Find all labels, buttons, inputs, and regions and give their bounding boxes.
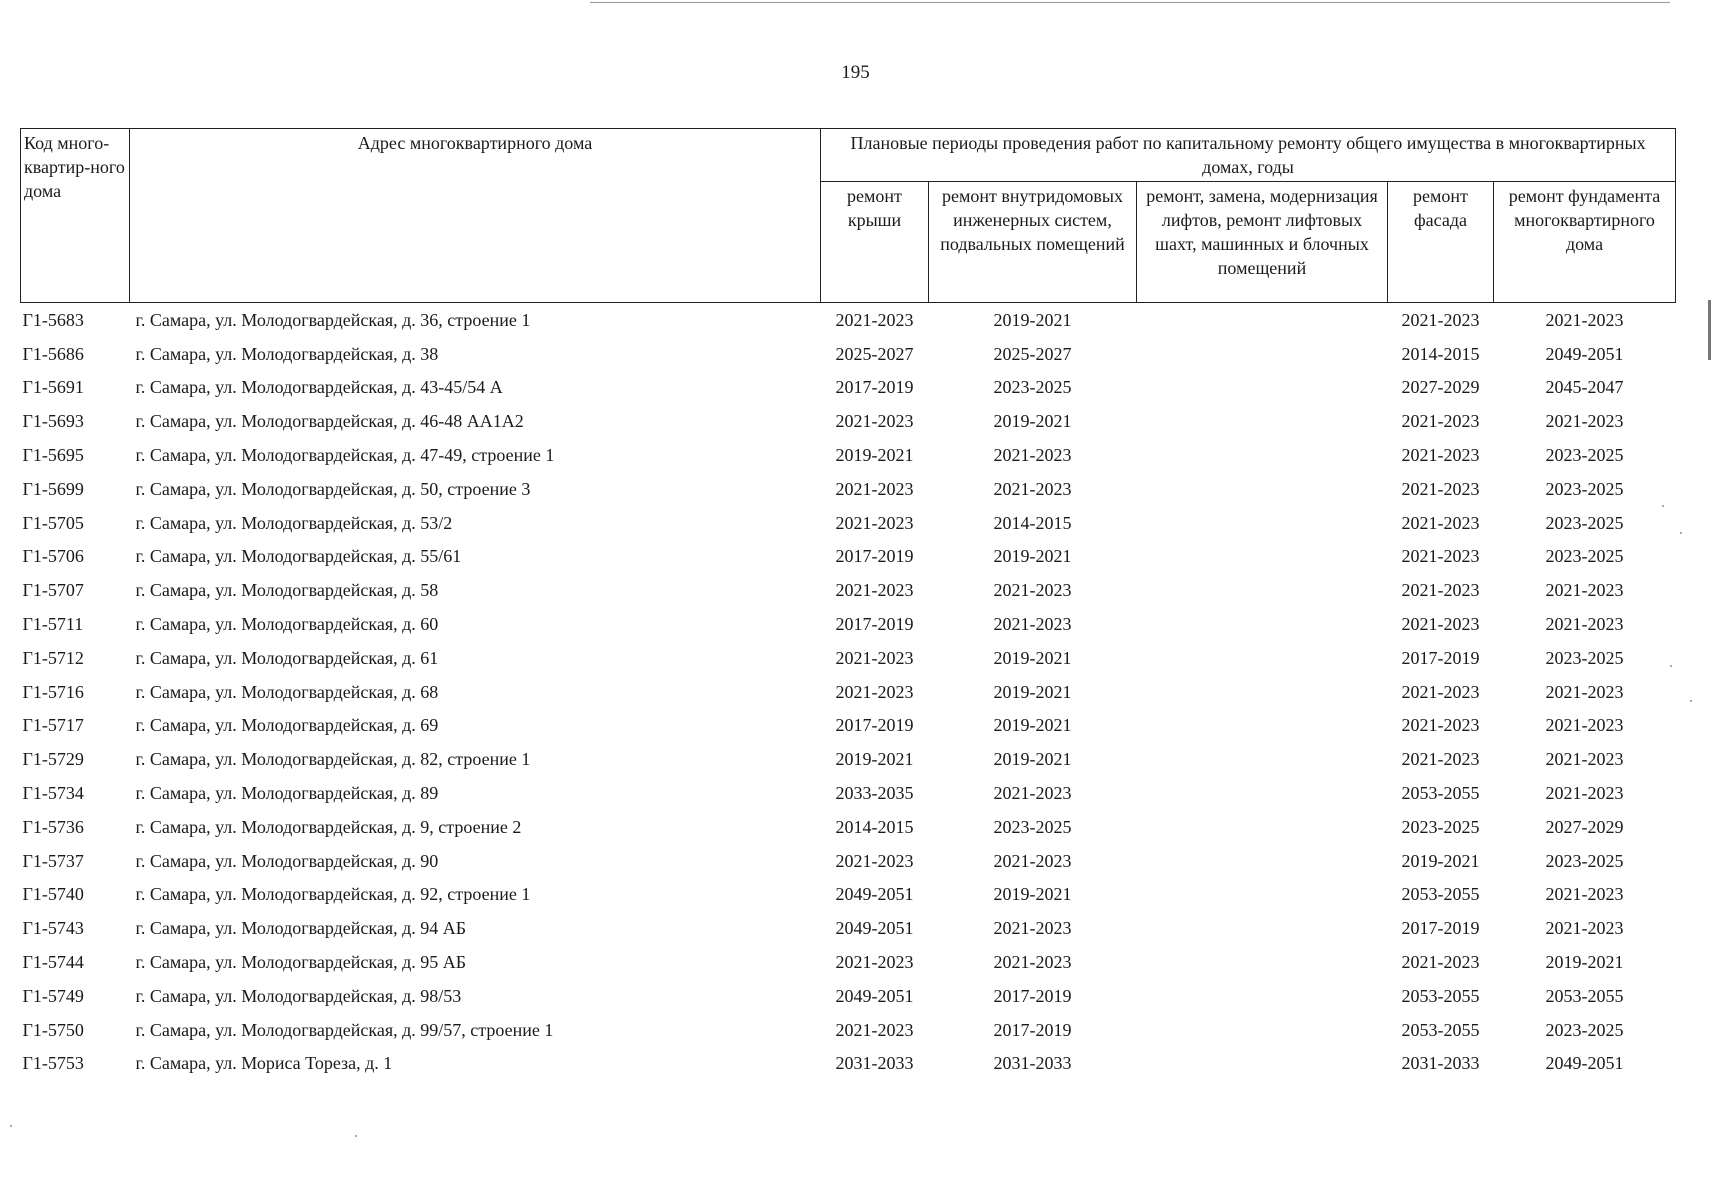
header-address: Адрес многоквартирного дома — [130, 129, 821, 303]
cell-roof: 2017-2019 — [835, 614, 914, 635]
cell-address: г. Самара, ул. Молодогвардейская, д. 53/2 — [135, 512, 453, 533]
page-number: 195 — [841, 62, 870, 83]
table-row — [21, 607, 1676, 641]
table-row — [21, 776, 1676, 810]
cell-code: Г1-5695 — [22, 445, 84, 466]
cell-facade: 2021-2023 — [1401, 681, 1480, 702]
cell-engineering: 2023-2025 — [993, 377, 1072, 398]
table-row — [21, 540, 1676, 574]
cell-lifts — [1137, 1013, 1388, 1047]
table-row — [21, 1047, 1676, 1081]
cell-lifts — [1137, 675, 1388, 709]
table-row — [21, 371, 1676, 405]
cell-code: Г1-5706 — [22, 546, 84, 567]
cell-address: г. Самара, ул. Молодогвардейская, д. 99/57, строение 1 — [135, 1019, 554, 1040]
cell-engineering: 2023-2025 — [993, 816, 1072, 837]
table-body — [21, 303, 1676, 1081]
cell-code: Г1-5750 — [22, 1019, 84, 1040]
cell-foundation: 2021-2023 — [1545, 614, 1624, 635]
cell-roof: 2021-2023 — [835, 512, 914, 533]
cell-lifts — [1137, 911, 1388, 945]
cell-address: г. Самара, ул. Молодогвардейская, д. 60 — [135, 614, 439, 635]
cell-engineering: 2019-2021 — [993, 681, 1072, 702]
capital-repair-table — [20, 128, 1676, 1080]
scan-speck — [1690, 700, 1692, 702]
cell-lifts — [1137, 540, 1388, 574]
cell-foundation: 2023-2025 — [1545, 1019, 1624, 1040]
header-roof: ремонт крыши — [821, 182, 929, 303]
cell-address: г. Самара, ул. Молодогвардейская, д. 38 — [135, 343, 439, 364]
cell-foundation: 2023-2025 — [1545, 546, 1624, 567]
cell-address: г. Самара, ул. Молодогвардейская, д. 98/53 — [135, 985, 462, 1006]
cell-lifts — [1137, 709, 1388, 743]
table-row — [21, 573, 1676, 607]
cell-lifts — [1137, 979, 1388, 1013]
cell-roof: 2021-2023 — [835, 850, 914, 871]
cell-address: г. Самара, ул. Молодогвардейская, д. 58 — [135, 580, 439, 601]
cell-roof: 2021-2023 — [835, 411, 914, 432]
cell-foundation: 2021-2023 — [1545, 918, 1624, 939]
cell-code: Г1-5737 — [22, 850, 84, 871]
cell-facade: 2021-2023 — [1401, 309, 1480, 330]
cell-foundation: 2023-2025 — [1545, 478, 1624, 499]
scan-speck — [1662, 505, 1664, 507]
cell-lifts — [1137, 742, 1388, 776]
cell-engineering: 2021-2023 — [993, 614, 1072, 635]
cell-foundation: 2021-2023 — [1545, 309, 1624, 330]
cell-code: Г1-5717 — [22, 715, 84, 736]
cell-code: Г1-5693 — [22, 411, 84, 432]
cell-lifts — [1137, 945, 1388, 979]
scan-speck — [1670, 665, 1672, 667]
table-row — [21, 844, 1676, 878]
cell-roof: 2019-2021 — [835, 749, 914, 770]
cell-foundation: 2023-2025 — [1545, 850, 1624, 871]
cell-roof: 2049-2051 — [835, 884, 914, 905]
cell-engineering: 2021-2023 — [993, 952, 1072, 973]
cell-engineering: 2021-2023 — [993, 850, 1072, 871]
cell-roof: 2049-2051 — [835, 985, 914, 1006]
cell-address: г. Самара, ул. Молодогвардейская, д. 55/61 — [135, 546, 462, 567]
cell-foundation: 2021-2023 — [1545, 715, 1624, 736]
cell-lifts — [1137, 404, 1388, 438]
cell-code: Г1-5734 — [22, 783, 84, 804]
table-row — [21, 742, 1676, 776]
cell-roof: 2021-2023 — [835, 1019, 914, 1040]
top-scan-rule — [590, 2, 1670, 3]
cell-roof: 2021-2023 — [835, 952, 914, 973]
cell-facade: 2021-2023 — [1401, 478, 1480, 499]
cell-facade: 2021-2023 — [1401, 749, 1480, 770]
cell-roof: 2025-2027 — [835, 343, 914, 364]
table-row — [21, 810, 1676, 844]
cell-foundation: 2045-2047 — [1545, 377, 1624, 398]
table-row — [21, 911, 1676, 945]
cell-facade: 2021-2023 — [1401, 580, 1480, 601]
cell-address: г. Самара, ул. Молодогвардейская, д. 95 АБ — [135, 952, 467, 973]
table-row — [21, 303, 1676, 337]
cell-code: Г1-5712 — [22, 647, 84, 668]
cell-code: Г1-5744 — [22, 952, 84, 973]
cell-lifts — [1137, 438, 1388, 472]
cell-roof: 2021-2023 — [835, 478, 914, 499]
cell-code: Г1-5699 — [22, 478, 84, 499]
cell-facade: 2017-2019 — [1401, 918, 1480, 939]
cell-address: г. Самара, ул. Молодогвардейская, д. 61 — [135, 647, 439, 668]
scan-speck — [1680, 532, 1682, 534]
cell-code: Г1-5716 — [22, 681, 84, 702]
table-row — [21, 979, 1676, 1013]
header-lifts: ремонт, замена, модернизация лифтов, ремонт лифтовых шахт, машинных и блочных помещений — [1137, 182, 1388, 303]
cell-roof: 2021-2023 — [835, 647, 914, 668]
cell-code: Г1-5743 — [22, 918, 84, 939]
cell-roof: 2031-2033 — [835, 1053, 914, 1074]
cell-engineering: 2017-2019 — [993, 1019, 1072, 1040]
cell-roof: 2017-2019 — [835, 715, 914, 736]
cell-engineering: 2021-2023 — [993, 580, 1072, 601]
cell-foundation: 2021-2023 — [1545, 783, 1624, 804]
cell-code: Г1-5749 — [22, 985, 84, 1006]
table-row — [21, 337, 1676, 371]
cell-lifts — [1137, 641, 1388, 675]
cell-engineering: 2019-2021 — [993, 647, 1072, 668]
header-periods: Плановые периоды проведения работ по капитальному ремонту общего имущества в многоквартирных домах, годы — [821, 129, 1676, 182]
cell-facade: 2014-2015 — [1401, 343, 1480, 364]
cell-address: г. Самара, ул. Молодогвардейская, д. 90 — [135, 850, 439, 871]
cell-foundation: 2021-2023 — [1545, 884, 1624, 905]
cell-facade: 2021-2023 — [1401, 512, 1480, 533]
cell-facade: 2021-2023 — [1401, 614, 1480, 635]
cell-code: Г1-5711 — [22, 614, 84, 635]
cell-engineering: 2031-2033 — [993, 1053, 1072, 1074]
cell-facade: 2053-2055 — [1401, 783, 1480, 804]
scan-speck — [10, 1125, 12, 1127]
cell-code: Г1-5686 — [22, 343, 84, 364]
table-row — [21, 878, 1676, 912]
cell-facade: 2021-2023 — [1401, 411, 1480, 432]
cell-engineering: 2017-2019 — [993, 985, 1072, 1006]
cell-address: г. Самара, ул. Молодогвардейская, д. 94 АБ — [135, 918, 467, 939]
cell-engineering: 2021-2023 — [993, 445, 1072, 466]
cell-address: г. Самара, ул. Молодогвардейская, д. 82, строение 1 — [135, 749, 531, 770]
cell-foundation: 2021-2023 — [1545, 411, 1624, 432]
cell-roof: 2017-2019 — [835, 377, 914, 398]
table-row — [21, 472, 1676, 506]
cell-facade: 2021-2023 — [1401, 546, 1480, 567]
cell-engineering: 2019-2021 — [993, 411, 1072, 432]
cell-facade: 2027-2029 — [1401, 377, 1480, 398]
cell-engineering: 2019-2021 — [993, 546, 1072, 567]
cell-facade: 2021-2023 — [1401, 715, 1480, 736]
cell-code: Г1-5740 — [22, 884, 84, 905]
cell-foundation: 2027-2029 — [1545, 816, 1624, 837]
cell-lifts — [1137, 573, 1388, 607]
cell-address: г. Самара, ул. Мориса Тореза, д. 1 — [135, 1053, 393, 1074]
cell-address: г. Самара, ул. Молодогвардейская, д. 46-48 АА1А2 — [135, 411, 524, 432]
table-row — [21, 1013, 1676, 1047]
header-row-top — [21, 129, 1676, 182]
cell-facade: 2017-2019 — [1401, 647, 1480, 668]
cell-roof: 2014-2015 — [835, 816, 914, 837]
cell-roof: 2021-2023 — [835, 580, 914, 601]
cell-address: г. Самара, ул. Молодогвардейская, д. 89 — [135, 783, 439, 804]
table-row — [21, 675, 1676, 709]
cell-lifts — [1137, 607, 1388, 641]
cell-facade: 2053-2055 — [1401, 985, 1480, 1006]
cell-code: Г1-5691 — [22, 377, 84, 398]
cell-lifts — [1137, 810, 1388, 844]
cell-address: г. Самара, ул. Молодогвардейская, д. 47-49, строение 1 — [135, 445, 555, 466]
cell-address: г. Самара, ул. Молодогвардейская, д. 43-45/54 А — [135, 377, 503, 398]
cell-foundation: 2049-2051 — [1545, 1053, 1624, 1074]
cell-facade: 2053-2055 — [1401, 1019, 1480, 1040]
cell-facade: 2021-2023 — [1401, 952, 1480, 973]
cell-code: Г1-5683 — [22, 309, 84, 330]
cell-lifts — [1137, 1047, 1388, 1081]
cell-address: г. Самара, ул. Молодогвардейская, д. 9, строение 2 — [135, 816, 522, 837]
table-row — [21, 641, 1676, 675]
cell-facade: 2053-2055 — [1401, 884, 1480, 905]
cell-foundation: 2023-2025 — [1545, 445, 1624, 466]
cell-code: Г1-5753 — [22, 1053, 84, 1074]
cell-address: г. Самара, ул. Молодогвардейская, д. 69 — [135, 715, 439, 736]
cell-facade: 2021-2023 — [1401, 445, 1480, 466]
cell-engineering: 2019-2021 — [993, 884, 1072, 905]
cell-engineering: 2021-2023 — [993, 783, 1072, 804]
cell-foundation: 2021-2023 — [1545, 749, 1624, 770]
cell-foundation: 2021-2023 — [1545, 681, 1624, 702]
cell-roof: 2019-2021 — [835, 445, 914, 466]
scan-speck — [355, 1135, 357, 1137]
cell-lifts — [1137, 844, 1388, 878]
cell-code: Г1-5705 — [22, 512, 84, 533]
table-row — [21, 709, 1676, 743]
cell-facade: 2031-2033 — [1401, 1053, 1480, 1074]
cell-engineering: 2019-2021 — [993, 749, 1072, 770]
cell-facade: 2023-2025 — [1401, 816, 1480, 837]
cell-roof: 2049-2051 — [835, 918, 914, 939]
cell-foundation: 2019-2021 — [1545, 952, 1624, 973]
cell-engineering: 2019-2021 — [993, 309, 1072, 330]
cell-lifts — [1137, 506, 1388, 540]
table-row — [21, 506, 1676, 540]
cell-lifts — [1137, 878, 1388, 912]
cell-code: Г1-5736 — [22, 816, 84, 837]
header-foundation: ремонт фундамента многоквартирного дома — [1494, 182, 1676, 303]
cell-roof: 2021-2023 — [835, 681, 914, 702]
cell-foundation: 2049-2051 — [1545, 343, 1624, 364]
table-row — [21, 404, 1676, 438]
header-facade: ремонт фасада — [1388, 182, 1494, 303]
cell-foundation: 2023-2025 — [1545, 647, 1624, 668]
cell-engineering: 2021-2023 — [993, 918, 1072, 939]
cell-code: Г1-5729 — [22, 749, 84, 770]
cell-engineering: 2019-2021 — [993, 715, 1072, 736]
cell-lifts — [1137, 337, 1388, 371]
cell-engineering: 2014-2015 — [993, 512, 1072, 533]
cell-lifts — [1137, 371, 1388, 405]
cell-lifts — [1137, 776, 1388, 810]
cell-address: г. Самара, ул. Молодогвардейская, д. 68 — [135, 681, 439, 702]
cell-address: г. Самара, ул. Молодогвардейская, д. 92, строение 1 — [135, 884, 531, 905]
table-row — [21, 945, 1676, 979]
cell-roof: 2021-2023 — [835, 309, 914, 330]
header-code: Код много-квартир-ного дома — [21, 129, 130, 303]
cell-roof: 2017-2019 — [835, 546, 914, 567]
cell-foundation: 2023-2025 — [1545, 512, 1624, 533]
cell-lifts — [1137, 303, 1388, 337]
table-header — [21, 129, 1676, 303]
cell-foundation: 2053-2055 — [1545, 985, 1624, 1006]
cell-code: Г1-5707 — [22, 580, 84, 601]
cell-engineering: 2021-2023 — [993, 478, 1072, 499]
cell-lifts — [1137, 472, 1388, 506]
header-engineering: ремонт внутридомовых инженерных систем, подвальных помещений — [929, 182, 1137, 303]
cell-engineering: 2025-2027 — [993, 343, 1072, 364]
cell-roof: 2033-2035 — [835, 783, 914, 804]
cell-foundation: 2021-2023 — [1545, 580, 1624, 601]
cell-address: г. Самара, ул. Молодогвардейская, д. 36, строение 1 — [135, 309, 531, 330]
table-row — [21, 438, 1676, 472]
cell-facade: 2019-2021 — [1401, 850, 1480, 871]
cell-address: г. Самара, ул. Молодогвардейская, д. 50, строение 3 — [135, 478, 531, 499]
